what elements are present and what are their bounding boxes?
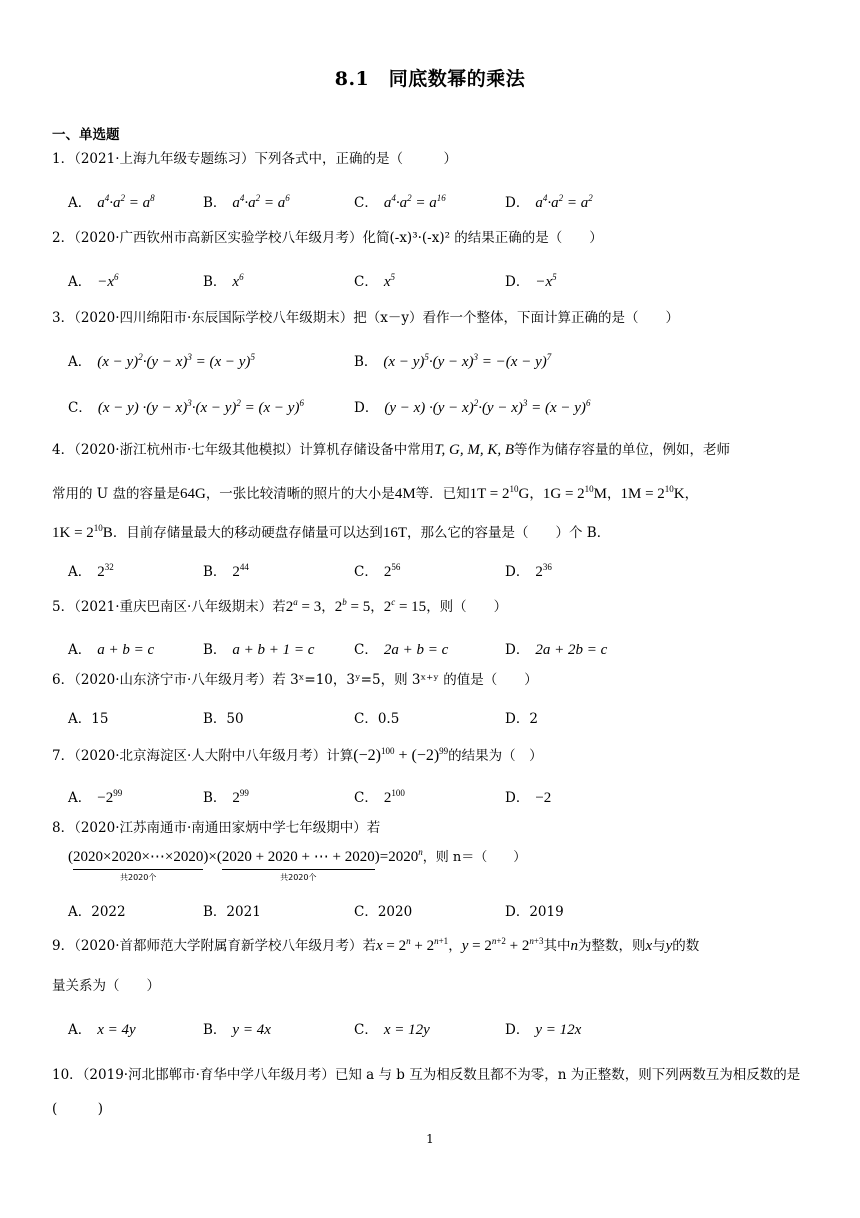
q5-option-a[interactable]: A． a + b = c [68,642,155,658]
question-5-options [68,638,808,660]
q6-option-a[interactable]: A．15 [68,711,109,727]
question-4-line2: 常用的 U 盘的容量是64G，一张比较清晰的照片的大小是4M等．已知$1T = 2^{10}G$，$1G = 2^{10}M$，$1M = 2^{10}K$， [52,484,699,502]
q2-option-b[interactable]: B． $x^6$ [203,272,244,290]
q1-option-d[interactable]: D． $a^4\cdot a^2 = a^2$ [505,193,593,211]
q3-option-d[interactable]: D． $(y - x) \cdot(y - x)^2\cdot(y - x)^3 = (x - y)^6$ [354,398,591,416]
q2-option-c[interactable]: C． $x^5$ [354,272,396,290]
q4-option-d[interactable]: D． $2^{36}$ [505,562,552,580]
q8-option-c[interactable]: C．2020 [354,904,413,920]
question-9-line2: 量关系为（ ） [52,978,160,994]
q2-option-a[interactable]: A． $-x^6$ [68,272,119,290]
q5-option-d[interactable]: D． 2a + 2b = c [505,642,608,658]
q7-option-b[interactable]: B． $2^{99}$ [203,788,249,806]
q1-option-c[interactable]: C． $a^4\cdot a^2 = a^{16}$ [354,193,446,211]
question-4-line1: 4．（2020·浙江杭州市·七年级其他模拟）计算机存储设备中常用T, G, M, K, B等作为储存容量的单位，例如，老师 [52,442,731,458]
question-2-stem: 2．（2020·广西钦州市高新区实验学校八年级月考）化简(-x)³·(-x)² 的结果正确的是（ ） [52,230,603,246]
question-3 [52,310,808,328]
question-3-options-row2 [68,396,808,418]
q9-option-d[interactable]: D． y = 12x [505,1022,582,1038]
question-9-options [68,1018,808,1040]
question-1-options [68,191,808,213]
question-10 [52,1058,808,1126]
q3-option-b[interactable]: B． $(x - y)^5\cdot(y - x)^3 = -(x - y)^7$ [354,352,552,370]
question-5: 5．（2021·重庆巴南区·八年级期末）若$2^a = 3$，$2^b = 5$，$2^c = 15$，则（ ） [52,597,508,615]
question-6-options [68,707,808,729]
q9-option-c[interactable]: C． x = 12y [354,1022,430,1038]
q2-option-d[interactable]: D． $-x^5$ [505,272,557,290]
question-3-options-row1 [68,350,808,372]
q6-option-b[interactable]: B．50 [203,711,244,727]
question-1 [52,151,808,169]
question-7: 7．（2020·北京海淀区·人大附中八年级月考）计算$(-2)^{100} + (-2)^{99}$的结果为（ ） [52,746,543,764]
question-8-formula: (2020×2020×⋯×2020 共2020个 )×(2020 + 2020 + ⋯ + 2020 共2020个 )$=2020^n$，则 n＝（ ） [68,847,527,882]
q4-option-a[interactable]: A． $2^{32}$ [68,562,114,580]
q7-option-a[interactable]: A． $-2^{99}$ [68,788,123,806]
question-4-options [68,560,808,582]
q3-option-c[interactable]: C． $(x - y) \cdot(y - x)^3\cdot(x - y)^2 = (x - y)^6$ [68,398,304,416]
q3-option-a[interactable]: A． $(x - y)^2\cdot(y - x)^3 = (x - y)^5$ [68,352,255,370]
question-9-line1: 9．（2020·首都师范大学附属育新学校八年级月考）若$x = 2^n + 2^{n+1}$，$y = 2^{n+2} + 2^{n+3}$其中n为整数，则x与y的数 [52,936,700,954]
q4-option-c[interactable]: C． $2^{56}$ [354,562,401,580]
q5-option-c[interactable]: C． 2a + b = c [354,642,449,658]
q6-option-d[interactable]: D．2 [505,711,538,727]
q7-option-d[interactable]: D． −2 [505,790,552,806]
section-heading: 一、单选题 [52,127,120,143]
q7-option-c[interactable]: C． $2^{100}$ [354,788,405,806]
question-8-stem: 8．（2020·江苏南通市·南通田家炳中学七年级期中）若 [52,820,381,836]
q5-option-b[interactable]: B． a + b + 1 = c [203,642,315,658]
q6-option-c[interactable]: C．0.5 [354,711,400,727]
question-8-options [68,900,808,922]
q8-option-b[interactable]: B．2021 [203,904,261,920]
question-3-stem: 3．（2020·四川绵阳市·东辰国际学校八年级期末）把（x－y）看作一个整体，下面计算正确的是（ ） [52,310,680,326]
question-8 [52,820,808,838]
question-2 [52,230,808,248]
question-1-stem: 1．（2021·上海九年级专题练习）下列各式中，正确的是（ ） [52,151,457,167]
question-6 [52,672,808,690]
question-4-line3: $1K = 2^{10}B$．目前存储量最大的移动硬盘存储量可以达到16T，那么它的容量是（ ）个 B． [52,523,611,541]
q8-option-d[interactable]: D．2019 [505,904,564,920]
question-7-options [68,786,808,808]
q1-option-b[interactable]: B． $a^4\cdot a^2 = a^6$ [203,193,290,211]
q1-option-a[interactable]: A． $a^4\cdot a^2 = a^8$ [68,193,155,211]
page-title: 8.1 同底数幂的乘法 [334,68,526,90]
q9-option-a[interactable]: A． x = 4y [68,1022,136,1038]
q4-option-b[interactable]: B． $2^{44}$ [203,562,249,580]
q9-option-b[interactable]: B． y = 4x [203,1022,271,1038]
question-2-options [68,270,808,292]
page-number: 1 [426,1132,434,1146]
question-6-stem: 6．（2020·山东济宁市·八年级月考）若 3ˣ=10，3ʸ=5，则 3ˣ⁺ʸ 的值是（ ） [52,672,538,688]
question-10-stem: 10．（2019·河北邯郸市·育华中学八年级月考）已知 a 与 b 互为相反数且都不为零，n 为正整数，则下列两数互为相反数的是( ) [52,1067,801,1117]
q8-option-a[interactable]: A．2022 [68,904,126,920]
